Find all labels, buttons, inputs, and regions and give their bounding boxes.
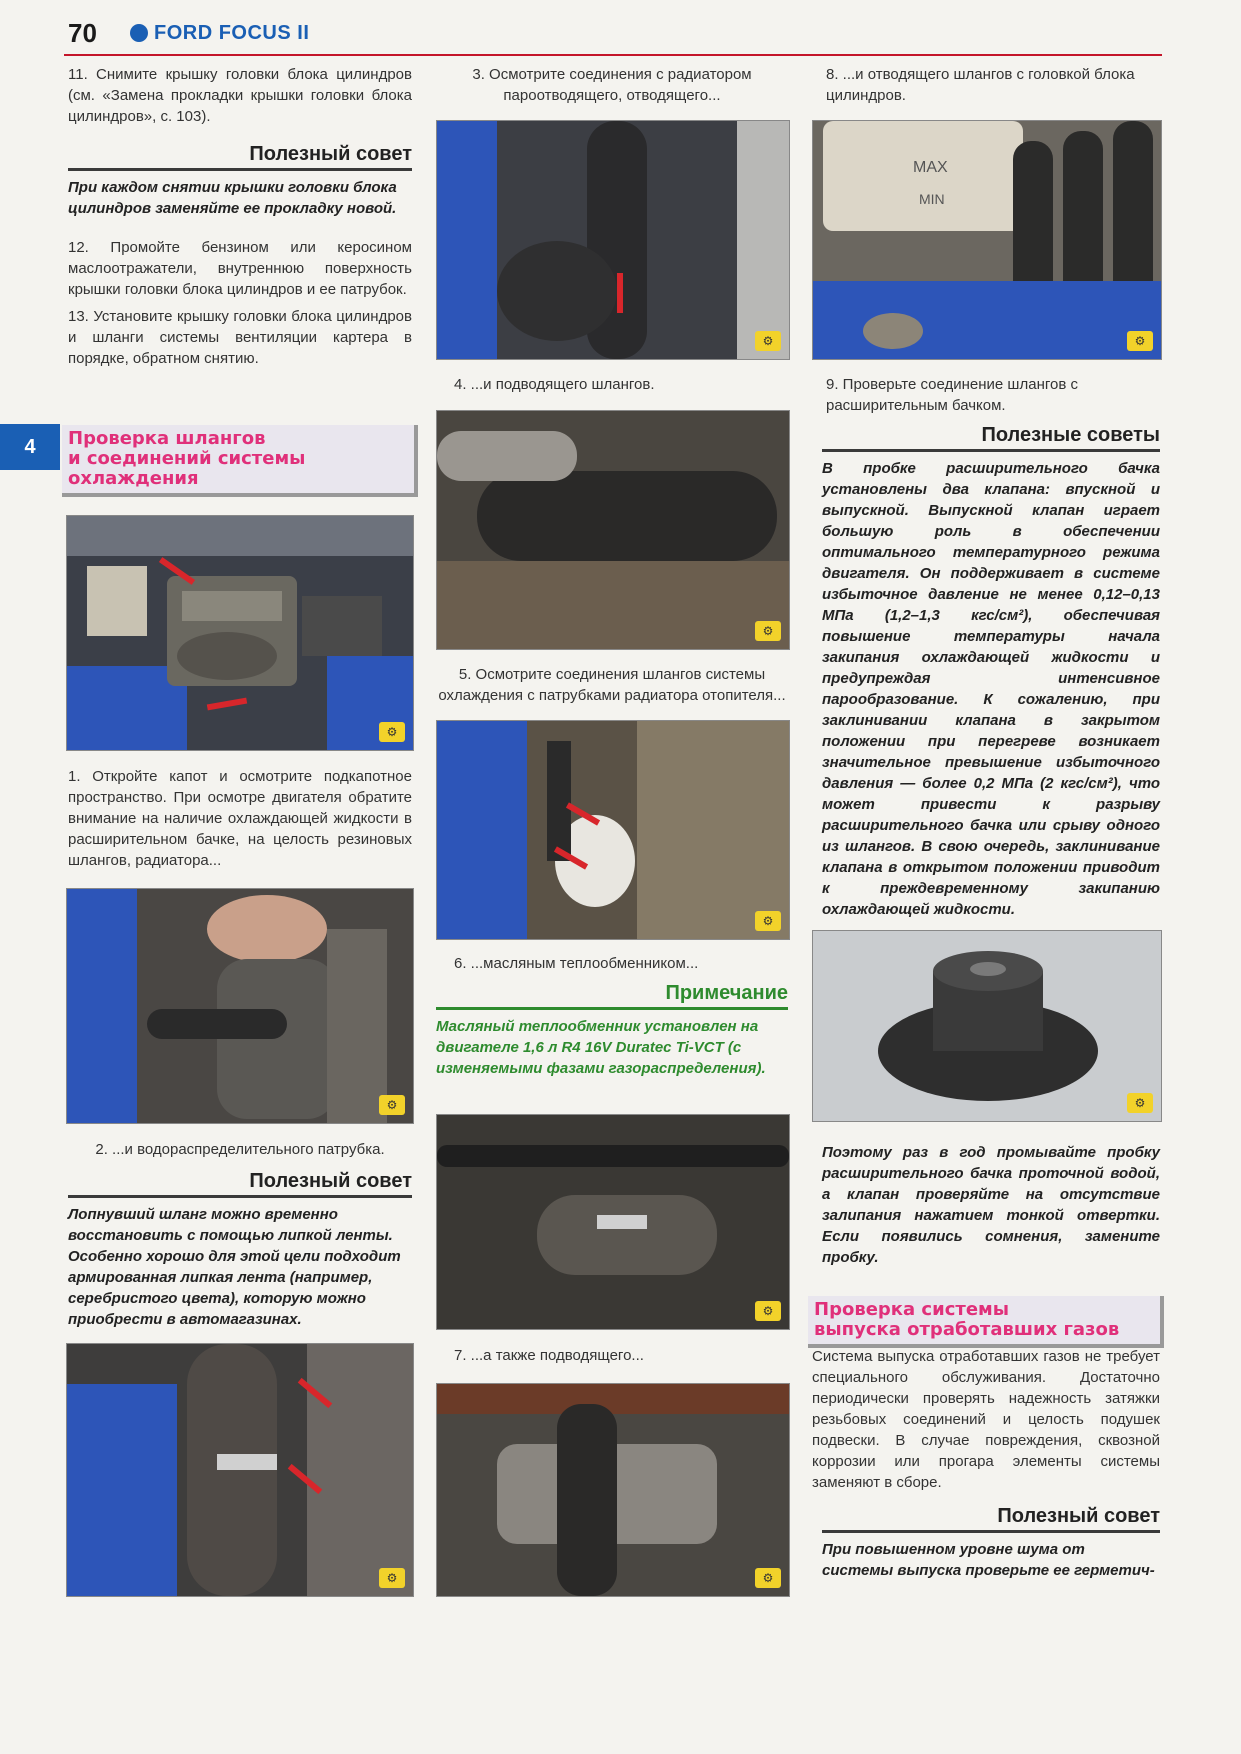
photo-cylinder-head-hose	[436, 1383, 790, 1597]
tips-text: В пробке расширительного бачка установлены два клапана: впускной и выпускной. Выпускной клапан играет большую роль в обеспечении оптимального температурного режима двигателя. Он поддерживает в системе избыточное давление не менее 0,12–0,13 МПа (1,2–1,3 кгс/см²), обеспечивая повышение температуры начала закипания охлаждающей жидкости и предупреждая интенсивное парообразование. К сожалению, при заклинивании клапана в закрытом положении при перегреве возникает значительное превышение избыточного давления — более 0,2 МПа (2 кгс/см²), что может привести к разрыву расширительного бачка или срыву одного из шлангов. В свою очередь, заклинивание клапана в открытом положении приводит к преждевременному закипанию охлаждающей жидкости.	[822, 460, 1160, 918]
tips-title: Полезные советы	[822, 424, 1160, 452]
section-heading-line: охлаждения	[68, 468, 199, 489]
caption-1: 1. Откройте капот и осмотрите подкапотное пространство. При осмотре двигателя обратите внимание на наличие охлаждающей жидкости в расширительном бачке, на целость резиновых шлангов, радиатора...	[68, 768, 412, 869]
photo-radiator-hoses	[436, 120, 790, 360]
pointer-arrow-icon	[617, 273, 623, 313]
caption-1-wrap	[68, 766, 412, 871]
publisher-logo-icon: ⚙	[379, 722, 405, 742]
publisher-logo-icon: ⚙	[1127, 1093, 1153, 1113]
publisher-logo-icon: ⚙	[755, 331, 781, 351]
publisher-logo-icon: ⚙	[379, 1568, 405, 1588]
photo-engine-bay	[66, 515, 414, 751]
brand-dot-icon	[130, 24, 148, 42]
photo-expansion-tank	[812, 120, 1162, 360]
section-heading-cooling	[62, 425, 418, 497]
section-heading-line: и соединений системы	[68, 448, 306, 469]
caption-8-wrap	[812, 64, 1160, 106]
column-1-lower	[68, 1139, 412, 1330]
page-number: 70	[68, 18, 97, 48]
tip-2-title: Полезный совет	[68, 1170, 412, 1198]
tank-min-mark: MIN	[919, 191, 945, 207]
publisher-logo-icon: ⚙	[755, 1568, 781, 1588]
caption-5-wrap	[436, 664, 788, 706]
photo-hose-clamps	[66, 1343, 414, 1597]
caption-5: 5. Осмотрите соединения шлангов системы охлаждения с патрубками радиатора отопителя...	[438, 666, 786, 704]
step-11: 11. Снимите крышку головки блока цилиндров (см. «Замена прокладки крышки головки блока цилиндров», с. 103).	[68, 66, 412, 125]
tip-1-title: Полезный совет	[68, 143, 412, 171]
step-13: 13. Установите крышку головки блока цилиндров и шланги системы вентиляции картера в порядке, обратном снятию.	[68, 308, 412, 367]
chapter-tab: 4	[0, 424, 60, 470]
caption-4: 4. ...и подводящего шлангов.	[454, 376, 655, 393]
header-rule	[64, 54, 1162, 56]
photo-inlet-hose	[436, 410, 790, 650]
tip-2-text: Лопнувший шланг можно временно восстановить с помощью липкой ленты. Особенно хорошо для этой цели подходит армированная липкая лента (например, серебристого цвета), которую можно приобрести в автомагазинах.	[68, 1206, 401, 1328]
tip-3-text: При повышенном уровне шума от системы выпуска проверьте ее герметич-	[822, 1541, 1155, 1579]
radiator-hoses-illustration	[437, 121, 789, 359]
publisher-logo-icon: ⚙	[379, 1095, 405, 1115]
caption-2: 2. ...и водораспределительного патрубка.	[95, 1141, 385, 1158]
column-1	[68, 64, 412, 369]
photo-tank-cap	[812, 930, 1162, 1122]
expansion-tank-illustration	[813, 121, 1161, 359]
cylinder-head-hose-illustration	[437, 1384, 789, 1596]
column-2-note	[436, 953, 788, 1079]
tip-3-title: Полезный совет	[822, 1505, 1160, 1533]
engine-hose-illustration	[437, 1115, 789, 1329]
engine-bay-illustration	[67, 516, 413, 750]
caption-8: 8. ...и отводящего шлангов с головкой блока цилиндров.	[826, 66, 1135, 104]
publisher-logo-icon: ⚙	[755, 911, 781, 931]
section-heading-line: Проверка системы	[814, 1299, 1010, 1320]
caption-7-wrap	[436, 1345, 788, 1366]
oil-cooler-illustration	[437, 721, 789, 939]
section-heading-line: Проверка шлангов	[68, 428, 266, 449]
photo-engine-hose	[436, 1114, 790, 1330]
photo-oil-cooler	[436, 720, 790, 940]
column-3-exhaust	[812, 1346, 1160, 1581]
note-title: Примечание	[436, 982, 788, 1010]
tank-max-mark: MAX	[913, 159, 948, 176]
tips-text-2-wrap	[822, 1142, 1160, 1268]
caption-9: 9. Проверьте соединение шлангов с расширительным бачком.	[826, 376, 1078, 414]
photo-water-outlet	[66, 888, 414, 1124]
caption-3: 3. Осмотрите соединения с радиатором пароотводящего, отводящего...	[472, 66, 752, 104]
exhaust-text: Система выпуска отработавших газов не требует специального обслуживания. Достаточно периодически проверять надежность затяжки резьбовых соединений и целость подушек подвески. В случае повреждения, сквозной коррозии или прогара элементы системы заменяют в сборе.	[812, 1348, 1160, 1491]
section-heading-exhaust	[808, 1296, 1164, 1348]
water-outlet-illustration	[67, 889, 413, 1123]
note-text: Масляный теплообменник установлен на двигателе 1,6 л R4 16V Duratec Ti-VCT (с изменяемыми фазами газораспределения).	[436, 1018, 766, 1077]
section-heading-line: выпуска отработавших газов	[814, 1319, 1120, 1340]
step-12: 12. Промойте бензином или керосином маслоотражатели, внутреннюю поверхность крышки головки блока цилиндров и ее патрубок.	[68, 239, 412, 298]
publisher-logo-icon: ⚙	[755, 1301, 781, 1321]
tip-1-text: При каждом снятии крышки головки блока цилиндров заменяйте ее прокладку новой.	[68, 179, 397, 217]
running-title: FORD FOCUS II	[154, 22, 310, 44]
caption-3-wrap	[436, 64, 788, 106]
caption-6: 6. ...масляным теплообменником...	[454, 955, 699, 972]
column-3-tips	[812, 374, 1160, 920]
publisher-logo-icon: ⚙	[1127, 331, 1153, 351]
caption-7: 7. ...а также подводящего...	[454, 1347, 644, 1364]
tank-cap-illustration	[813, 931, 1161, 1121]
tips-text-2: Поэтому раз в год промывайте пробку расширительного бачка проточной водой, а клапан проверяйте на отсутствие залипания нажатием тонкой отвертки. Если появились сомнения, замените пробку.	[822, 1144, 1160, 1266]
inlet-hose-illustration	[437, 411, 789, 649]
publisher-logo-icon: ⚙	[755, 621, 781, 641]
caption-4-wrap	[436, 374, 788, 395]
hose-clamps-illustration	[67, 1344, 413, 1596]
